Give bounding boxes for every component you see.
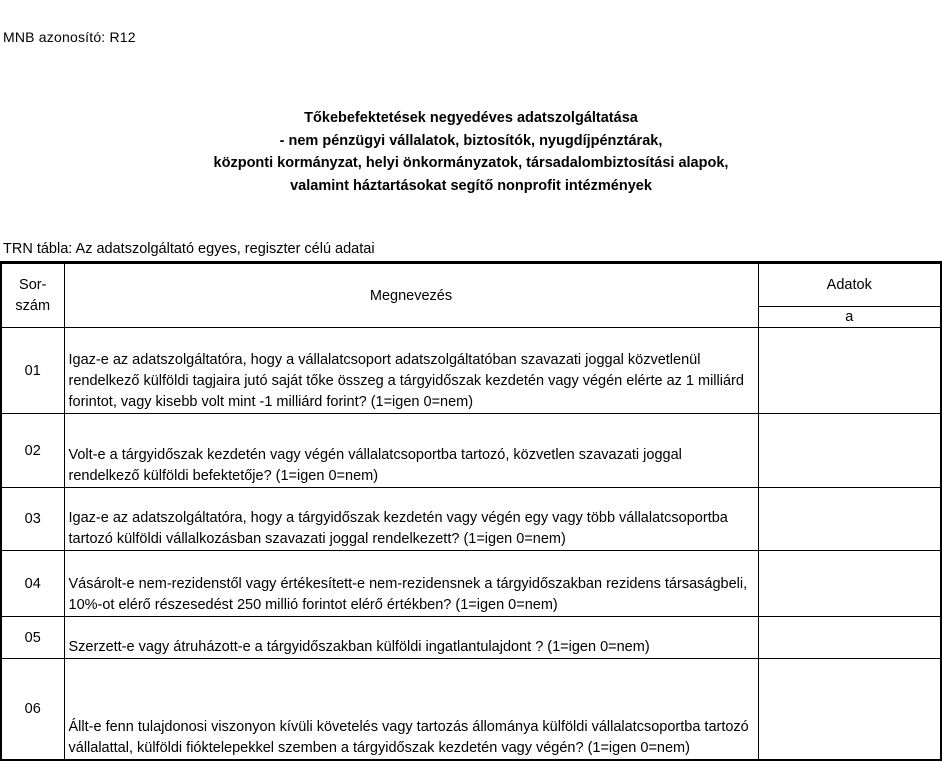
row-description: Szerzett-e vagy átruházott-e a tárgyidőszakban külföldi ingatlantulajdont ? (1=igen 0=nem): [64, 617, 758, 659]
header-adatok: Adatok: [758, 263, 941, 307]
table-row: [1, 617, 941, 659]
row-description: Igaz-e az adatszolgáltatóra, hogy a tárgyidőszak kezdetén vagy végén egy vagy több vállalatcsoportba tartozó külföldi vállalkozásban szavazati joggal rendelkezett? (1=igen 0=nem): [64, 488, 758, 551]
row-number: 03: [1, 488, 64, 551]
table-title: TRN tábla: Az adatszolgáltató egyes, regiszter célú adatai: [3, 241, 375, 257]
row-number: 05: [1, 617, 64, 659]
mnb-id: MNB azonosító: R12: [3, 29, 136, 45]
row-value-cell[interactable]: [758, 488, 941, 551]
row-value-cell[interactable]: [758, 659, 941, 760]
table-row: [1, 659, 941, 760]
table-row: [1, 414, 941, 488]
table-row: [1, 488, 941, 551]
header-sorszam-line2: szám: [15, 297, 51, 314]
table-row: [1, 328, 941, 414]
title-line-2: - nem pénzügyi vállalatok, biztosítók, nyugdíjpénztárak,: [279, 132, 663, 149]
row-description: Volt-e a tárgyidőszak kezdetén vagy végén vállalatcsoportba tartozó, közvetlen szavazati joggal rendelkező külföldi befektetője? (1=igen 0=nem): [64, 414, 758, 488]
trn-table: [0, 261, 942, 761]
header-megnevezes: Megnevezés: [64, 263, 758, 328]
header-sorszam-line1: Sor-: [19, 276, 47, 293]
table-row: [1, 551, 941, 617]
header-row: [1, 263, 941, 307]
row-number: 06: [1, 659, 64, 760]
document-title: [0, 107, 942, 198]
row-value-cell[interactable]: [758, 617, 941, 659]
title-line-1: Tőkebefektetések negyedéves adatszolgáltatása: [304, 110, 638, 126]
row-value-cell[interactable]: [758, 414, 941, 488]
header-col-a: a: [758, 307, 941, 328]
row-number: 01: [1, 328, 64, 414]
row-description: Vásárolt-e nem-rezidenstől vagy értékesített-e nem-rezidensnek a tárgyidőszakban rezidens társaságbeli, 10%-ot elérő részesedést 250 millió forintot elérő értékben? (1=igen 0=nem): [64, 551, 758, 617]
title-line-3: központi kormányzat, helyi önkormányzatok, társadalombiztosítási alapok,: [213, 155, 729, 172]
title-line-4: valamint háztartásokat segítő nonprofit intézmények: [290, 178, 652, 195]
row-value-cell[interactable]: [758, 328, 941, 414]
row-value-cell[interactable]: [758, 551, 941, 617]
row-number: 02: [1, 414, 64, 488]
header-sorszam: [1, 263, 64, 328]
row-number: 04: [1, 551, 64, 617]
row-description: Igaz-e az adatszolgáltatóra, hogy a vállalatcsoport adatszolgáltatóban szavazati joggal közvetlenül rendelkező külföldi tagjaira jutó saját tőke összeg a tárgyidőszak kezdetén vagy végén elérte az 1 milliárd forintot, vagy kisebb volt mint -1 milliárd forint? (1=igen 0=nem): [64, 328, 758, 414]
row-description: Állt-e fenn tulajdonosi viszonyon kívüli követelés vagy tartozás állománya külföldi vállalatcsoportba tartozó vállalattal, külföldi fióktelepekkel szemben a tárgyidőszak kezdetén vagy végén? (1=igen 0=nem): [64, 659, 758, 760]
